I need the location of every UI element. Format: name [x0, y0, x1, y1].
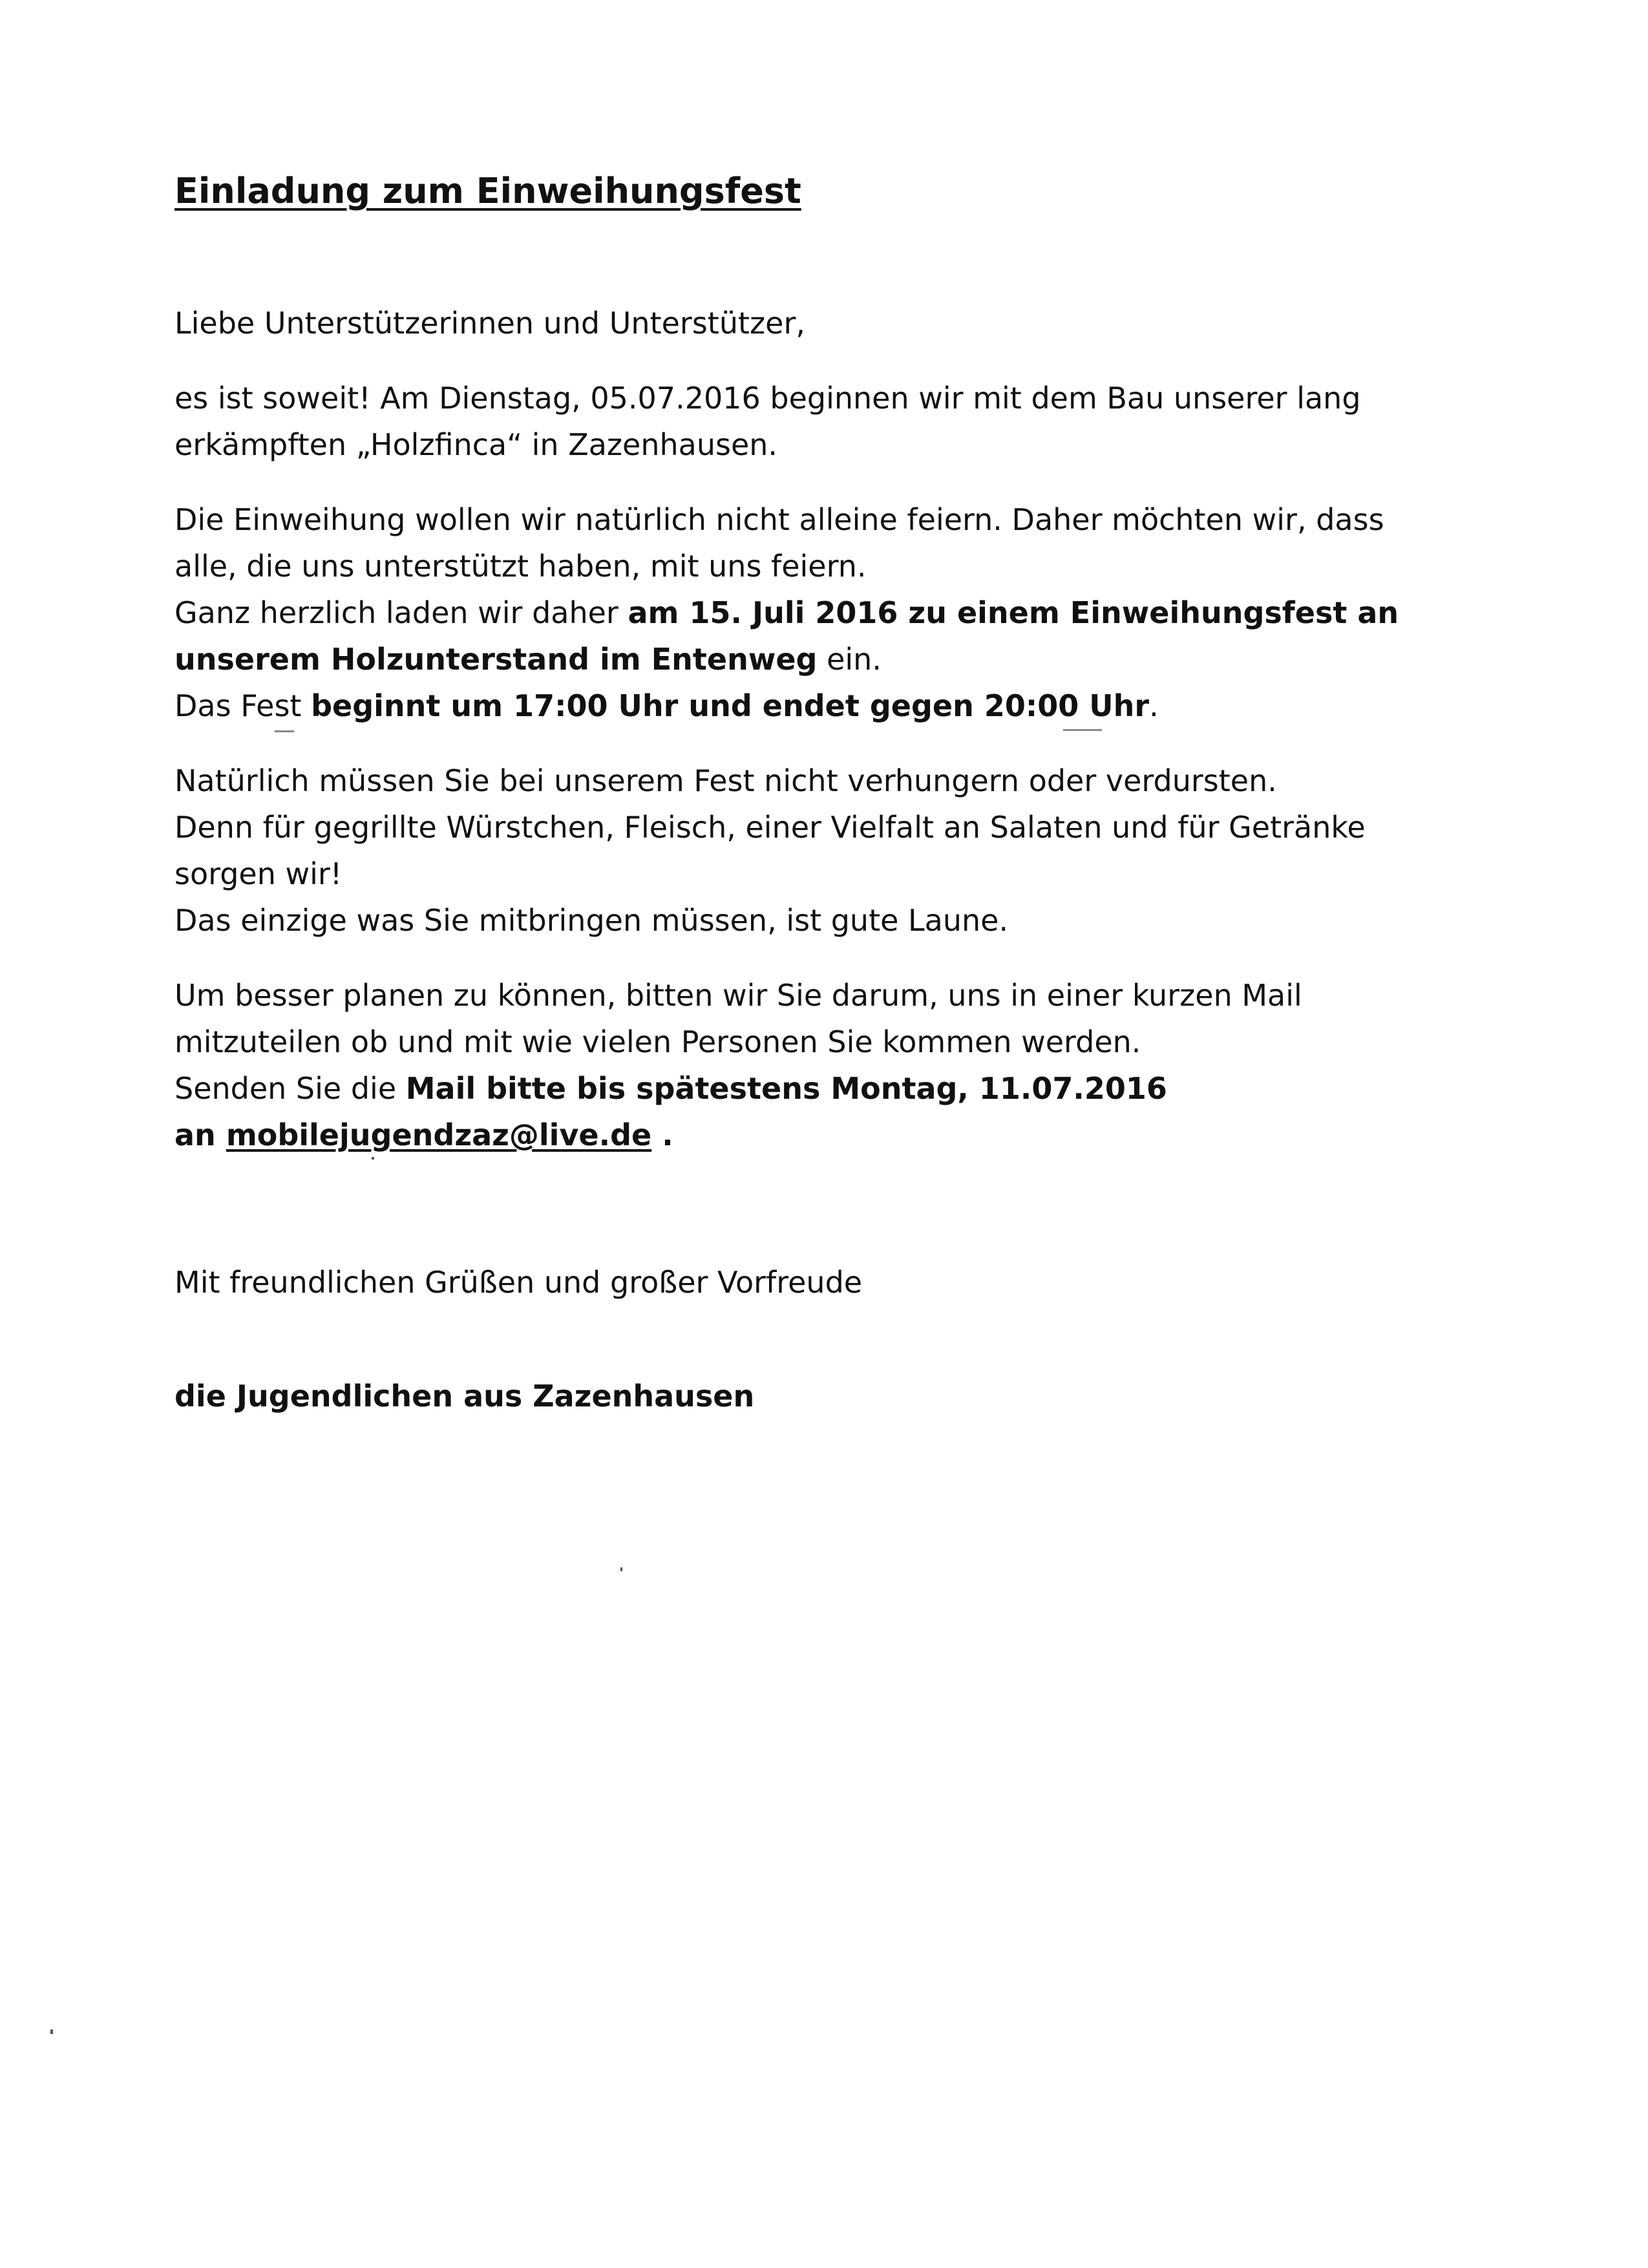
- text-prefix: an: [174, 1118, 226, 1152]
- paragraph-catering: [174, 758, 1402, 944]
- paragraph-line: Denn für gegrillte Würstchen, Fleisch, einer Vielfalt an Salaten und für Getränke: [174, 810, 1366, 845]
- salutation: [174, 300, 1402, 346]
- closing: [174, 1259, 1402, 1306]
- paragraph-invitation: [174, 496, 1402, 729]
- text-normal: Ganz herzlich laden wir daher: [174, 595, 628, 630]
- scan-speck: [50, 2030, 53, 2034]
- paragraph-line: [174, 1112, 1402, 1158]
- scan-speck: [1063, 729, 1102, 731]
- paragraph-line: sorgen wir!: [174, 856, 343, 891]
- scan-speck: [275, 730, 294, 732]
- scan-speck: [372, 1157, 374, 1160]
- paragraph-line: [174, 683, 1402, 729]
- paragraph-announcement: [174, 375, 1402, 468]
- salutation-line: Liebe Unterstützerinnen und Unterstützer,: [174, 306, 805, 341]
- event-time-text: beginnt um 17:00 Uhr und endet gegen 20:00 Uhr: [311, 688, 1150, 723]
- paragraph-line: Das einzige was Sie mitbringen müssen, ist gute Laune.: [174, 903, 1009, 938]
- paragraph-line: erkämpften „Holzfinca“ in Zazenhausen.: [174, 427, 778, 462]
- text-normal: .: [1149, 688, 1159, 723]
- paragraph-line: [174, 589, 1402, 636]
- text-normal: Senden Sie die: [174, 1071, 406, 1106]
- event-date-text: am 15. Juli 2016 zu einem Einweihungsfest an: [628, 595, 1399, 630]
- paragraph-line: es ist soweit! Am Dienstag, 05.07.2016 beginnen wir mit dem Bau unserer lang: [174, 381, 1361, 416]
- text-suffix: .: [651, 1118, 673, 1152]
- email-link[interactable]: mobilejugendzaz@live.de: [226, 1118, 652, 1152]
- scan-speck: [620, 1567, 622, 1571]
- letter-body: [174, 168, 1402, 1419]
- signature-line: die Jugendlichen aus Zazenhausen: [174, 1379, 755, 1414]
- letter-title: Einladung zum Einweihungsfest: [174, 171, 801, 211]
- text-normal: ein.: [817, 642, 882, 677]
- rsvp-deadline-text: Mail bitte bis spätestens Montag, 11.07.2016: [405, 1071, 1167, 1106]
- paragraph-line: Die Einweihung wollen wir natürlich nicht alleine feiern. Daher möchten wir, dass: [174, 502, 1384, 537]
- signature: [174, 1373, 1402, 1419]
- event-location-text: unserem Holzunterstand im Entenweg: [174, 642, 818, 677]
- paragraph-line: mitzuteilen ob und mit wie vielen Personen Sie kommen werden.: [174, 1024, 1141, 1059]
- paragraph-line: [174, 1065, 1402, 1112]
- paragraph-line: [174, 636, 1402, 683]
- text-normal: Das Fest: [174, 688, 312, 723]
- paragraph-line: Natürlich müssen Sie bei unserem Fest nicht verhungern oder verdursten.: [174, 763, 1277, 798]
- closing-line: Mit freundlichen Grüßen und großer Vorfreude: [174, 1265, 863, 1300]
- paragraph-line: Um besser planen zu können, bitten wir Sie darum, uns in einer kurzen Mail: [174, 978, 1302, 1013]
- paragraph-line: alle, die uns unterstützt haben, mit uns feiern.: [174, 549, 867, 584]
- paragraph-rsvp: [174, 972, 1402, 1158]
